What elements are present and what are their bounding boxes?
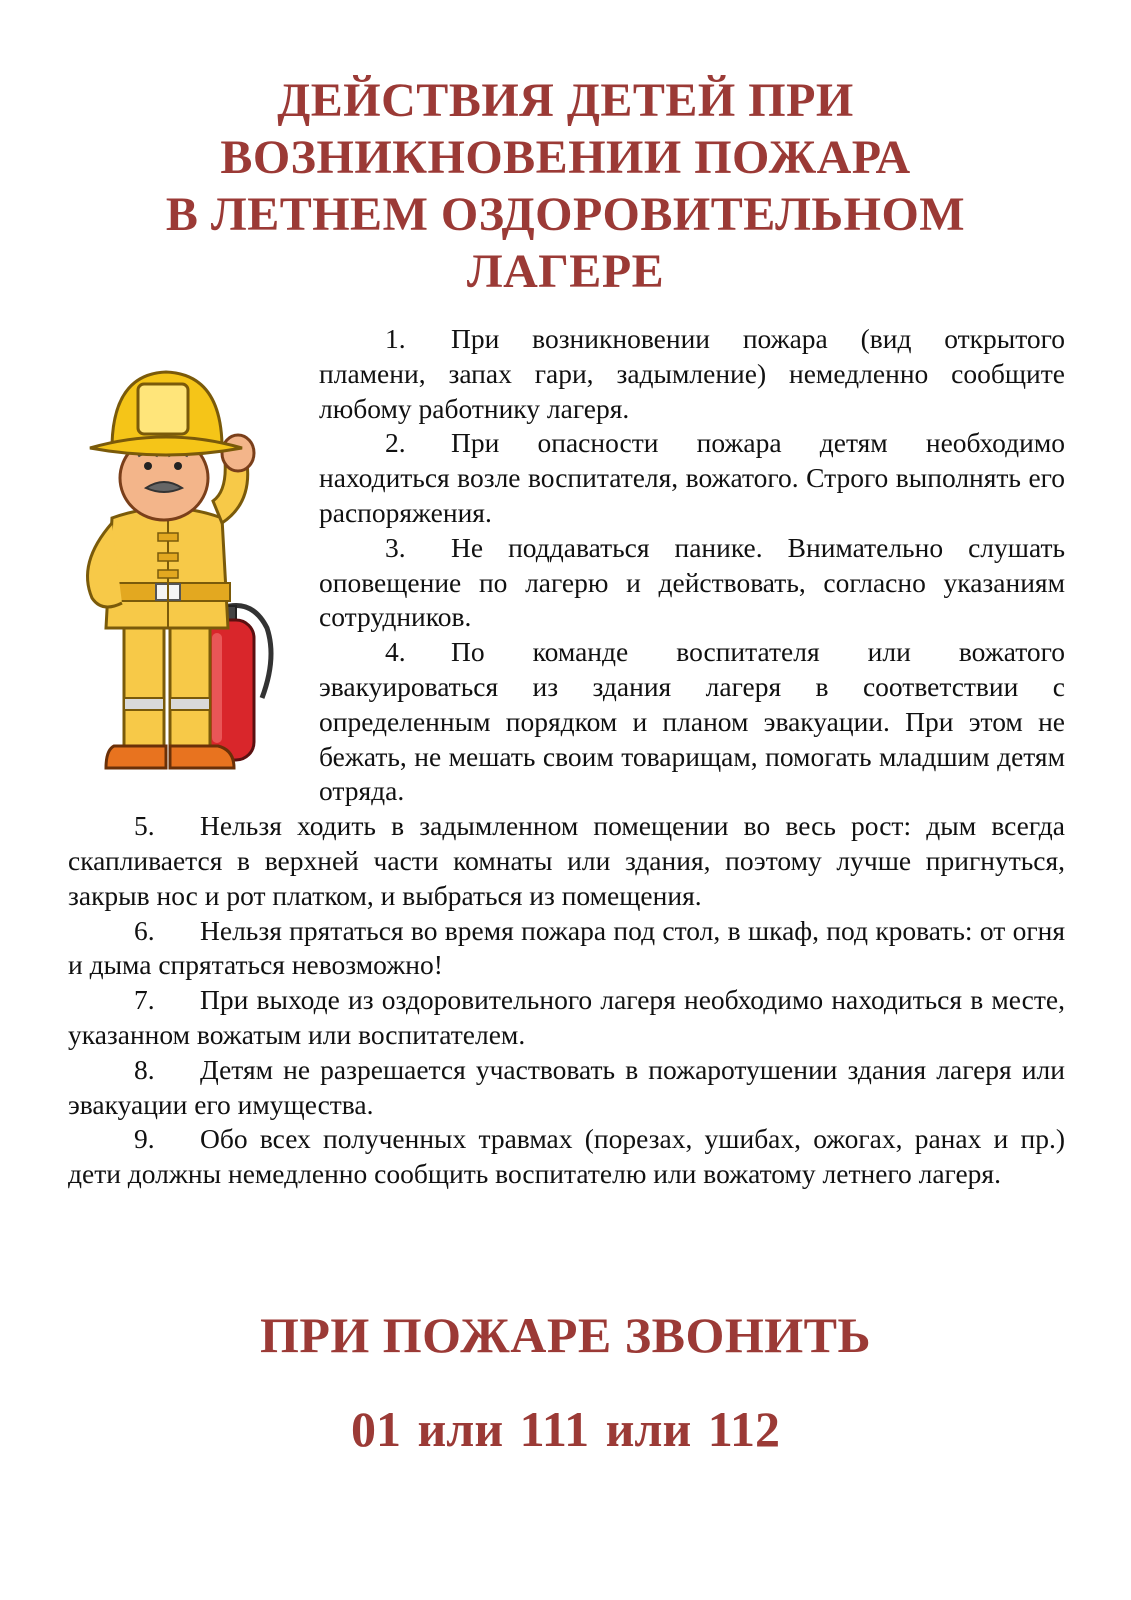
rule-text: Нельзя ходить в задымленном помещении во весь рост: дым всегда скапливается в верхней части комнаты или здания, поэтому лучше пригнуться, закрыв нос и рот платком, и выбраться из помещения. bbox=[68, 810, 1065, 911]
rule-text: При опасности пожара детям необходимо находиться возле воспитателя, вожатого. Строго выполнять его распоряжения. bbox=[319, 427, 1065, 528]
rule-item bbox=[319, 635, 1065, 809]
rule-number: 3. bbox=[385, 531, 406, 563]
rule-item bbox=[68, 1053, 1065, 1123]
title-line-2: ВОЗНИКНОВЕНИИ ПОЖАРА bbox=[220, 131, 911, 184]
emergency-numbers: 01 или 111 или 112 bbox=[350, 1401, 781, 1457]
rule-text: При возникновении пожара (вид открытого пламени, запах гари, задымление) немедленно сообщите любому работнику лагеря. bbox=[319, 323, 1065, 424]
rule-item bbox=[319, 322, 1065, 426]
title-line-1: ДЕЙСТВИЯ ДЕТЕЙ ПРИ bbox=[277, 74, 854, 127]
rule-item bbox=[319, 426, 1065, 530]
rule-text: По команде воспитателя или вожатого эвакуироваться из здания лагеря в соответствии с определенным порядком и планом эвакуации. При этом не бежать, не мешать своим товарищам, помогать младшим детям отряда. bbox=[319, 636, 1065, 807]
page-title bbox=[0, 72, 1131, 300]
rule-number: 6. bbox=[134, 914, 155, 946]
rules-list bbox=[68, 322, 1065, 1192]
rule-text: Обо всех полученных травмах (порезах, ушибах, ожогах, ранах и пр.) дети должны немедленно сообщить воспитателю или вожатому летнего лагеря. bbox=[68, 1123, 1065, 1190]
rule-number: 4. bbox=[385, 636, 406, 668]
rule-item bbox=[68, 809, 1065, 913]
rules-beside-figure bbox=[319, 322, 1065, 809]
rule-item bbox=[68, 983, 1065, 1053]
title-line-4: ЛАГЕРЕ bbox=[466, 245, 665, 298]
rule-number: 8. bbox=[134, 1053, 155, 1085]
rule-text: Не поддаваться панике. Внимательно слушать оповещение по лагерю и действовать, согласно указаниям сотрудников. bbox=[319, 531, 1065, 633]
call-heading: ПРИ ПОЖАРЕ ЗВОНИТЬ bbox=[259, 1307, 872, 1363]
rule-number: 9. bbox=[134, 1123, 155, 1155]
rule-text: Детям не разрешается участвовать в пожаротушении здания лагеря или эвакуации его имущества. bbox=[68, 1053, 1065, 1120]
rule-item bbox=[68, 914, 1065, 984]
title-line-3: В ЛЕТНЕМ ОЗДОРОВИТЕЛЬНОМ bbox=[165, 188, 966, 241]
rule-text: Нельзя прятаться во время пожара под стол, в шкаф, под кровать: от огня и дыма спрятаться невозможно! bbox=[68, 914, 1065, 981]
rule-item bbox=[68, 1122, 1065, 1192]
rule-number: 2. bbox=[385, 427, 406, 459]
rule-number: 1. bbox=[385, 323, 406, 354]
rule-number: 5. bbox=[134, 810, 155, 842]
rule-item bbox=[319, 531, 1065, 635]
rule-text: При выходе из оздоровительного лагеря необходимо находиться в месте, указанном вожатым или воспитателем. bbox=[68, 984, 1065, 1050]
rule-number: 7. bbox=[134, 984, 155, 1016]
